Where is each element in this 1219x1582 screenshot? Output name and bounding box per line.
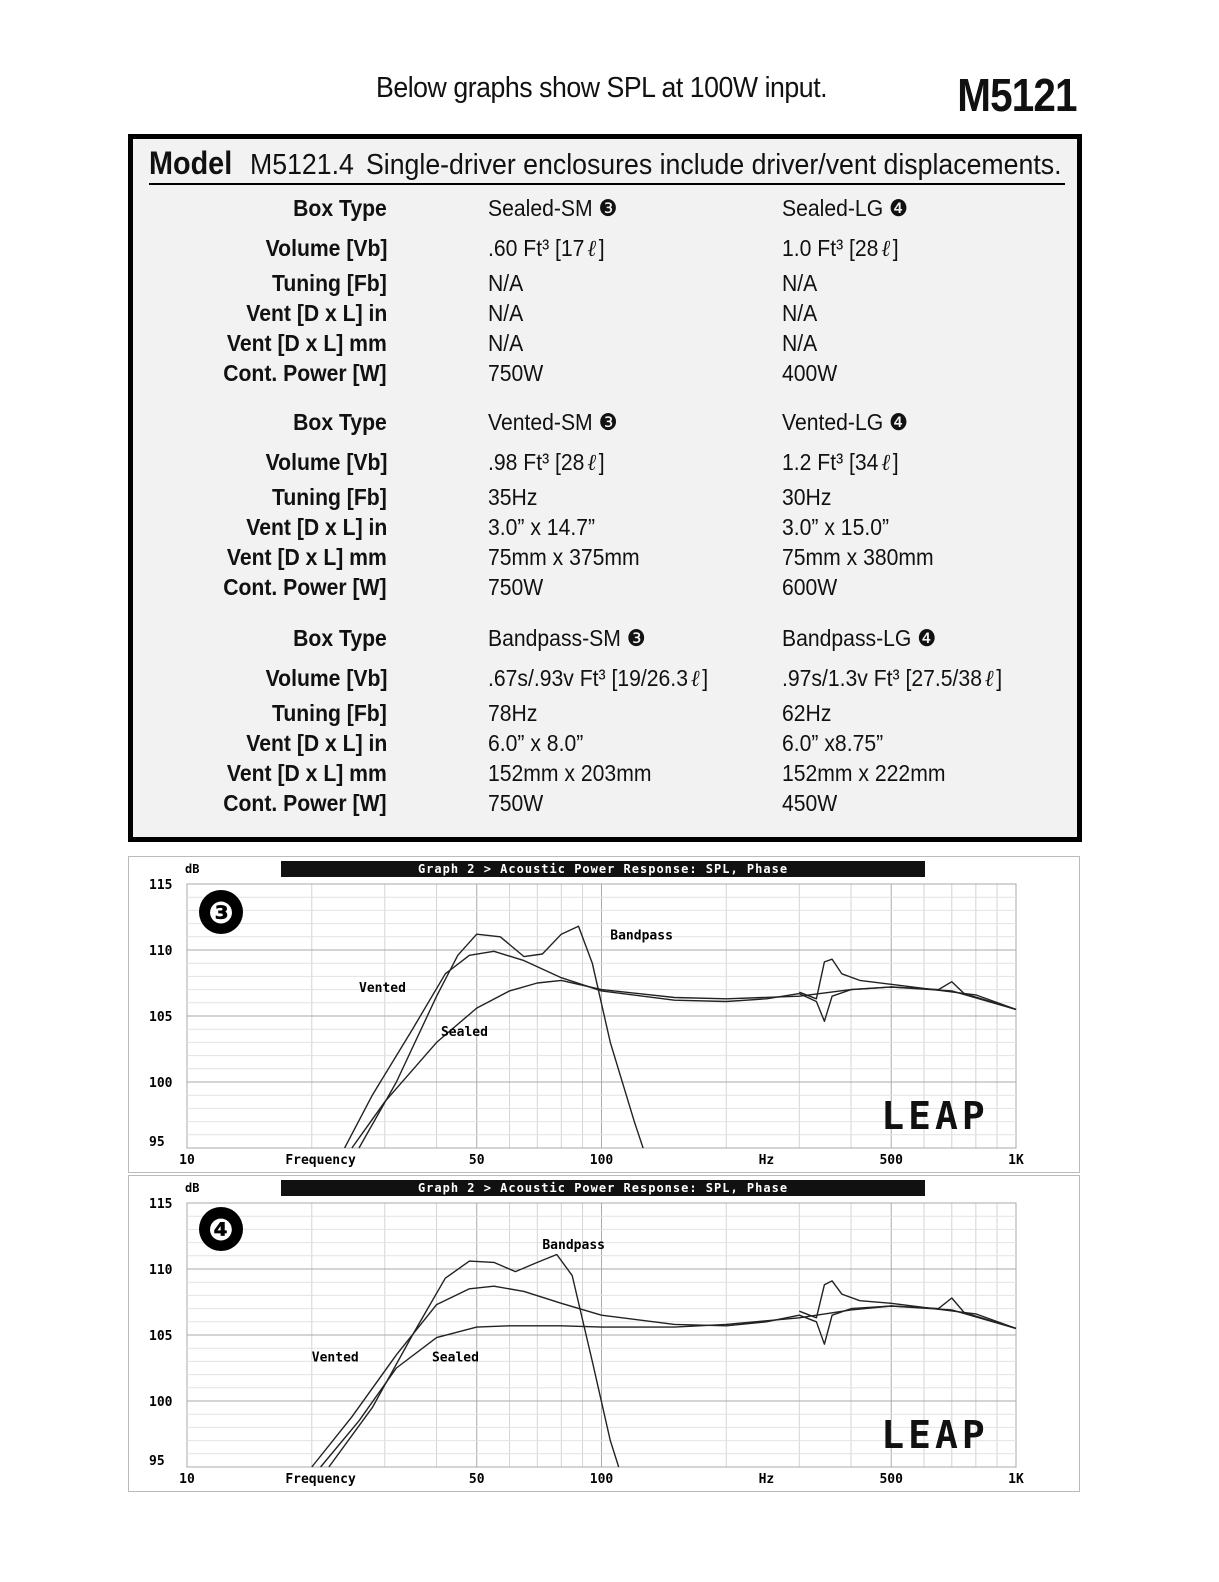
spec-value-sm: 3.0” x 14.7”	[488, 514, 596, 540]
curve-annotation: Vented	[359, 981, 406, 997]
volume-value: 1.2 Ft³ [34	[782, 449, 879, 475]
model-number-heading: M5121	[957, 69, 1077, 121]
spec-row-label: Box Type	[293, 195, 387, 221]
spec-table-header	[149, 145, 1065, 185]
liter-symbol: ℓ	[881, 450, 891, 476]
spec-value-sm: Sealed-SM ❸	[488, 195, 618, 221]
spec-row	[133, 700, 1077, 730]
model-label: Model	[149, 145, 233, 181]
bracket-close: ]	[892, 449, 899, 475]
spec-row	[133, 790, 1077, 820]
x-axis-label: Frequency	[285, 1153, 356, 1168]
spec-row	[133, 195, 1077, 225]
liter-symbol: ℓ	[587, 450, 597, 476]
spec-volume-sm	[488, 665, 708, 692]
leap-logo: LEAP	[881, 1094, 989, 1138]
y-tick-label: 115	[149, 1197, 173, 1212]
spec-volume-lg	[782, 235, 899, 262]
volume-value: .67s/.93v Ft³ [19/26.3	[488, 665, 688, 691]
volume-value: .97s/1.3v Ft³ [27.5/38	[782, 665, 982, 691]
y-tick-label: 95	[149, 1135, 165, 1150]
graph-badge-number: ❸	[208, 896, 234, 931]
x-tick-label: 500	[879, 1153, 903, 1168]
y-tick-label: 115	[149, 878, 173, 893]
y-tick-label: 95	[149, 1454, 165, 1469]
model-description: Single-driver enclosures include driver/vent displacements.	[366, 149, 1062, 181]
x-tick-label: 1K	[1008, 1153, 1024, 1168]
spec-row-label: Box Type	[293, 625, 387, 651]
x-tick-label: 10	[179, 1472, 195, 1487]
curve-annotation: Bandpass	[542, 1238, 605, 1254]
x-unit-label: Hz	[758, 1472, 775, 1487]
spec-volume-lg	[782, 449, 899, 476]
x-axis-label: Frequency	[285, 1472, 356, 1487]
spec-value-sm: 750W	[488, 790, 544, 816]
spec-volume-sm	[488, 235, 605, 262]
spec-row	[133, 484, 1077, 514]
spec-row-label: Volume [Vb]	[265, 665, 387, 691]
x-tick-label: 50	[468, 1153, 485, 1168]
spec-row-label: Vent [D x L] in	[245, 730, 387, 756]
y-tick-label: 105	[149, 1010, 173, 1025]
x-unit-label: Hz	[758, 1153, 775, 1168]
spec-row-label: Vent [D x L] in	[245, 514, 387, 540]
spec-value-lg: 62Hz	[782, 700, 832, 726]
spec-value-sm: 75mm x 375mm	[488, 544, 640, 570]
spec-row-label: Tuning [Fb]	[272, 484, 387, 510]
bracket-close: ]	[598, 449, 605, 475]
y-tick-label: 100	[149, 1395, 173, 1410]
liter-symbol: ℓ	[984, 666, 994, 692]
spec-row-label: Vent [D x L] in	[245, 300, 387, 326]
spec-value-sm: 750W	[488, 360, 544, 386]
spec-value-sm: Bandpass-SM ❸	[488, 625, 646, 651]
spec-value-sm: 35Hz	[488, 484, 538, 510]
graph-large-svg	[129, 1176, 1079, 1491]
spec-row	[133, 300, 1077, 330]
volume-value: .60 Ft³ [17	[488, 235, 585, 261]
spec-value-lg: Bandpass-LG ❹	[782, 625, 937, 651]
spec-row	[133, 544, 1077, 574]
graph-badge-number: ❹	[208, 1213, 234, 1248]
leap-logo: LEAP	[881, 1413, 989, 1457]
bracket-close: ]	[702, 665, 709, 691]
spec-value-lg: 152mm x 222mm	[782, 760, 946, 786]
spec-row-label: Cont. Power [W]	[223, 360, 387, 386]
spec-row	[133, 409, 1077, 439]
spec-row	[133, 730, 1077, 760]
spec-row-label: Vent [D x L] mm	[227, 544, 387, 570]
spec-row-label: Box Type	[293, 409, 387, 435]
spec-value-sm: 6.0” x 8.0”	[488, 730, 584, 756]
spec-value-sm: N/A	[488, 270, 524, 296]
spec-row-label: Cont. Power [W]	[223, 790, 387, 816]
spec-value-lg: Sealed-LG ❹	[782, 195, 909, 221]
x-tick-label: 100	[589, 1472, 614, 1487]
curve-annotation: Vented	[311, 1350, 359, 1366]
bracket-close: ]	[996, 665, 1003, 691]
spec-value-lg: 75mm x 380mm	[782, 544, 934, 570]
spec-value-lg: N/A	[782, 330, 818, 356]
page-subtitle: Below graphs show SPL at 100W input.	[376, 72, 828, 104]
spec-row-label: Vent [D x L] mm	[227, 330, 387, 356]
volume-value: 1.0 Ft³ [28	[782, 235, 879, 261]
bracket-close: ]	[892, 235, 899, 261]
spec-row-label: Vent [D x L] mm	[227, 760, 387, 786]
spec-row	[133, 360, 1077, 390]
spec-volume-lg	[782, 665, 1002, 692]
liter-symbol: ℓ	[587, 236, 597, 262]
curve-annotation: Bandpass	[610, 928, 673, 944]
y-tick-label: 105	[149, 1329, 173, 1344]
spec-value-lg: N/A	[782, 270, 818, 296]
spec-row-label: Tuning [Fb]	[272, 700, 387, 726]
spec-value-sm: 152mm x 203mm	[488, 760, 652, 786]
graph-small-box	[128, 856, 1080, 1173]
spec-row	[133, 574, 1077, 604]
spec-value-sm: Vented-SM ❸	[488, 409, 618, 435]
spec-value-lg: N/A	[782, 300, 818, 326]
model-value: M5121.4	[249, 149, 354, 181]
spec-row	[133, 665, 1077, 695]
x-tick-label: 10	[179, 1153, 195, 1168]
spec-row-label: Tuning [Fb]	[272, 270, 387, 296]
x-tick-label: 1K	[1008, 1472, 1024, 1487]
y-axis-label: dB	[185, 862, 200, 876]
spec-row-label: Cont. Power [W]	[223, 574, 387, 600]
y-tick-label: 110	[149, 1263, 173, 1278]
spec-volume-sm	[488, 449, 605, 476]
chart-title: Graph 2 > Acoustic Power Response: SPL, Phase	[417, 1181, 789, 1195]
spec-value-sm: 78Hz	[488, 700, 538, 726]
spec-value-lg: 3.0” x 15.0”	[782, 514, 890, 540]
graph-small-svg	[129, 857, 1079, 1172]
spec-row	[133, 625, 1077, 655]
curve-annotation: Sealed	[431, 1350, 479, 1366]
spec-value-lg: 400W	[782, 360, 838, 386]
spec-row	[133, 449, 1077, 479]
spec-row	[133, 760, 1077, 790]
spec-value-lg: 600W	[782, 574, 838, 600]
volume-value: .98 Ft³ [28	[488, 449, 585, 475]
bracket-close: ]	[598, 235, 605, 261]
spec-value-lg: 450W	[782, 790, 838, 816]
chart-title: Graph 2 > Acoustic Power Response: SPL, Phase	[417, 862, 789, 876]
graph-large-box	[128, 1175, 1080, 1492]
spec-value-sm: N/A	[488, 300, 524, 326]
spec-value-sm: 750W	[488, 574, 544, 600]
spec-value-lg: 6.0” x8.75”	[782, 730, 884, 756]
spec-value-sm: N/A	[488, 330, 524, 356]
y-tick-label: 110	[149, 944, 173, 959]
y-axis-label: dB	[185, 1181, 200, 1195]
spec-value-lg: 30Hz	[782, 484, 832, 510]
spec-row	[133, 270, 1077, 300]
x-tick-label: 100	[589, 1153, 614, 1168]
spec-row	[133, 330, 1077, 360]
spec-value-lg: Vented-LG ❹	[782, 409, 909, 435]
spec-row-label: Volume [Vb]	[265, 235, 387, 261]
liter-symbol: ℓ	[881, 236, 891, 262]
spec-row-label: Volume [Vb]	[265, 449, 387, 475]
x-tick-label: 50	[468, 1472, 485, 1487]
spec-table	[128, 134, 1082, 842]
spec-row	[133, 235, 1077, 265]
y-tick-label: 100	[149, 1076, 173, 1091]
x-tick-label: 500	[879, 1472, 903, 1487]
curve-annotation: Sealed	[440, 1024, 488, 1040]
liter-symbol: ℓ	[690, 666, 700, 692]
spec-row	[133, 514, 1077, 544]
